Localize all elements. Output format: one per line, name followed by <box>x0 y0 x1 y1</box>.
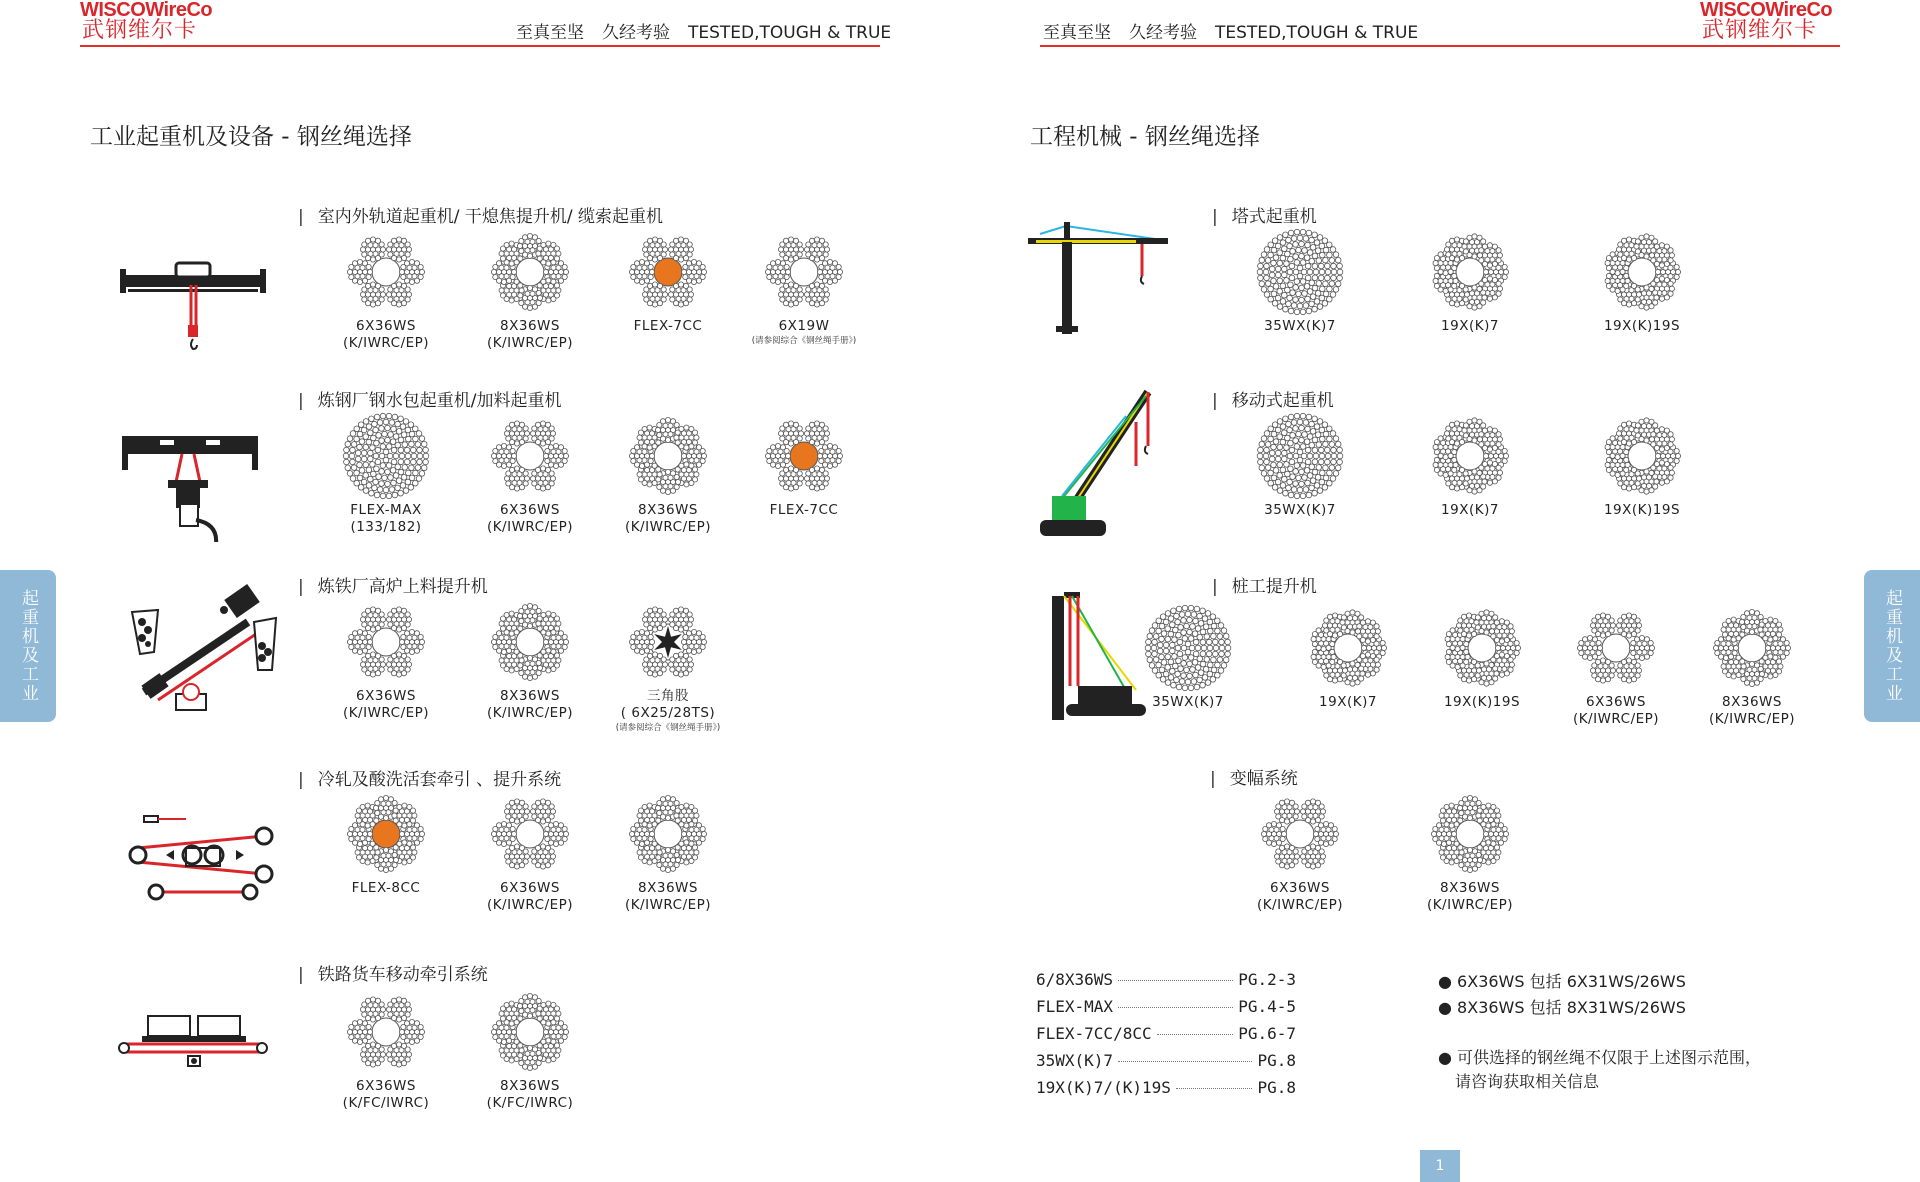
rope-cross-section-icon <box>486 412 574 500</box>
rope-spec: (K/IWRC/EP) <box>486 705 574 721</box>
rope-item <box>1682 604 1822 728</box>
reference-row: 6/8X36WS PG.2-3 <box>1036 970 1296 989</box>
rope-name: 6X36WS <box>356 1078 416 1094</box>
category-label: | 铁路货车移动牵引系统 <box>298 965 488 985</box>
rope-item <box>460 988 600 1112</box>
rope-name: 6X36WS <box>500 502 560 518</box>
rope-item <box>1230 228 1370 335</box>
slogan-1: 至真至坚 <box>1043 23 1111 43</box>
rope-item <box>460 790 600 914</box>
rope-name: 8X36WS <box>1440 880 1500 896</box>
note-text: ● 可供选择的钢丝绳不仅限于上述图示范围， <box>1438 1048 1762 1067</box>
side-tab-right[interactable] <box>1864 570 1920 722</box>
side-tab-label: 起重机及工业 <box>1882 589 1902 703</box>
right-page-title: 工程机械 - 钢丝绳选择 <box>1030 124 1260 150</box>
rope-name: FLEX-7CC <box>633 318 703 334</box>
rope-name: 6X36WS <box>1270 880 1330 896</box>
category-label: | 变幅系统 <box>1210 769 1298 789</box>
header-slogan-right <box>1043 18 1418 43</box>
rope-cross-section-icon <box>624 412 712 500</box>
slogan-1: 至真至坚 <box>516 23 584 43</box>
note-text: ● 6X36WS 包括 6X31WS/26WS <box>1438 972 1686 991</box>
category-label: | 炼钢厂钢水包起重机/加料起重机 <box>298 391 562 411</box>
rope-item <box>598 228 738 335</box>
rope-cross-section-icon <box>1256 412 1344 500</box>
category-label: | 桩工提升机 <box>1212 577 1317 597</box>
rope-item <box>1400 228 1540 335</box>
rope-cross-section-icon <box>1708 604 1796 692</box>
page-number: 1 <box>1420 1150 1460 1182</box>
rope-name: 35WX(K)7 <box>1264 502 1336 518</box>
rope-cross-section-icon <box>342 988 430 1076</box>
rope-spec: (K/IWRC/EP) <box>1708 711 1796 727</box>
rope-item <box>598 412 738 536</box>
category-label: | 炼铁厂高炉上料提升机 <box>298 577 488 597</box>
slogan-3: TESTED,TOUGH & TRUE <box>1215 23 1419 43</box>
header-slogan-left <box>516 18 891 43</box>
rope-item <box>734 228 874 347</box>
rope-name: 35WX(K)7 <box>1264 318 1336 334</box>
rope-item <box>1400 790 1540 914</box>
category-label: | 室内外轨道起重机/ 干熄焦提升机/ 缆索起重机 <box>298 207 663 227</box>
rope-cross-section-icon <box>1438 604 1526 692</box>
ladle-crane-icon <box>120 432 270 542</box>
rope-spec: (K/IWRC/EP) <box>624 519 712 535</box>
rope-spec: (K/IWRC/EP) <box>1426 897 1514 913</box>
rope-name: 8X36WS <box>638 880 698 896</box>
rope-item <box>1230 412 1370 519</box>
rope-item <box>1572 228 1712 335</box>
note-text: 请咨询获取相关信息 <box>1455 1072 1600 1091</box>
rope-spec: (133/182) <box>350 519 422 535</box>
rope-name: 三角股 <box>647 688 689 704</box>
rope-note: (请参阅综合《钢丝绳手册》) <box>615 723 721 733</box>
rope-cross-section-icon <box>760 228 848 316</box>
rope-item <box>1412 604 1552 711</box>
rope-cross-section-icon <box>1426 412 1514 500</box>
rope-spec: (K/IWRC/EP) <box>1256 897 1344 913</box>
rope-cross-section-icon <box>486 228 574 316</box>
rope-cross-section-icon <box>342 412 430 500</box>
rope-name: 19X(K)7 <box>1441 318 1499 334</box>
rope-cross-section-icon <box>486 790 574 878</box>
rope-cross-section-icon <box>1144 604 1232 692</box>
rope-spec: (K/IWRC/EP) <box>486 335 574 351</box>
category-label: | 移动式起重机 <box>1212 391 1334 411</box>
railway-car-puller-icon <box>118 1012 268 1082</box>
rope-item <box>460 228 600 352</box>
rope-item <box>316 228 456 352</box>
rope-name: FLEX-7CC <box>769 502 839 518</box>
rope-cross-section-icon <box>624 790 712 878</box>
rope-cross-section-icon <box>486 988 574 1076</box>
brand-logo-cn: 武钢维尔卡 <box>1702 18 1818 43</box>
note-text: ● 8X36WS 包括 8X31WS/26WS <box>1438 998 1686 1017</box>
rope-name: 35WX(K)7 <box>1152 694 1224 710</box>
slogan-2: 久经考验 <box>602 23 670 43</box>
slogan-2: 久经考验 <box>1129 23 1197 43</box>
rope-name: 19X(K)19S <box>1603 502 1681 518</box>
rope-item <box>1400 412 1540 519</box>
blast-furnace-hoist-icon <box>128 582 278 712</box>
rope-item <box>598 598 738 734</box>
rope-name: FLEX-MAX <box>350 502 422 518</box>
rope-item <box>316 598 456 722</box>
header-rule-right <box>1040 45 1840 47</box>
rope-spec: (K/IWRC/EP) <box>1572 711 1660 727</box>
rope-name: 6X36WS <box>356 688 416 704</box>
rope-name: 19X(K)7 <box>1319 694 1377 710</box>
slogan-3: TESTED,TOUGH & TRUE <box>688 23 892 43</box>
rope-cross-section-icon <box>342 790 430 878</box>
rope-name: 8X36WS <box>500 318 560 334</box>
rope-spec: (K/IWRC/EP) <box>624 897 712 913</box>
rope-cross-section-icon <box>1426 790 1514 878</box>
rope-name: 6X36WS <box>1586 694 1646 710</box>
header-rule-left <box>80 45 880 47</box>
rope-item <box>598 790 738 914</box>
rope-cross-section-icon <box>624 228 712 316</box>
rope-name: FLEX-8CC <box>351 880 421 896</box>
rope-spec: (K/FC/IWRC) <box>342 1095 430 1111</box>
rope-name: 19X(K)7 <box>1441 502 1499 518</box>
rope-item <box>1230 790 1370 914</box>
rope-cross-section-icon <box>342 598 430 686</box>
rope-name: 19X(K)19S <box>1603 318 1681 334</box>
reference-row: 35WX(K)7 PG.8 <box>1036 1051 1296 1070</box>
rope-name: 8X36WS <box>500 1078 560 1094</box>
category-label: | 塔式起重机 <box>1212 207 1317 227</box>
rope-name: 8X36WS <box>1722 694 1782 710</box>
rope-cross-section-icon <box>760 412 848 500</box>
rope-item <box>1572 412 1712 519</box>
rope-spec: (K/IWRC/EP) <box>342 705 430 721</box>
rope-spec: (K/IWRC/EP) <box>486 519 574 535</box>
rope-item <box>316 790 456 897</box>
category-label: | 冷轧及酸洗活套牵引 、提升系统 <box>298 770 562 790</box>
rope-item <box>734 412 874 519</box>
rope-spec: (K/FC/IWRC) <box>486 1095 574 1111</box>
brand-logo-en: WISCOWireCo <box>1700 0 1833 21</box>
side-tab-label: 起重机及工业 <box>18 589 38 703</box>
tower-crane-icon <box>1026 222 1170 334</box>
rope-spec: (K/IWRC/EP) <box>486 897 574 913</box>
rope-cross-section-icon <box>486 598 574 686</box>
mobile-crane-icon <box>1036 386 1156 546</box>
rope-cross-section-icon <box>1256 228 1344 316</box>
rope-item <box>1546 604 1686 728</box>
rope-item <box>460 598 600 722</box>
rope-cross-section-icon <box>1426 228 1514 316</box>
rope-item <box>316 412 456 536</box>
rope-cross-section-icon <box>1304 604 1392 692</box>
reference-row: FLEX-MAX PG.4-5 <box>1036 997 1296 1016</box>
brand-logo-en: WISCOWireCo <box>80 0 213 21</box>
overhead-crane-icon <box>118 255 268 355</box>
rope-cross-section-icon <box>1256 790 1344 878</box>
rope-item <box>316 988 456 1112</box>
piling-rig-icon <box>1048 590 1148 720</box>
reference-row: FLEX-7CC/8CC PG.6-7 <box>1036 1024 1296 1043</box>
rope-cross-section-icon <box>624 598 712 686</box>
rope-spec: (K/IWRC/EP) <box>342 335 430 351</box>
reference-row: 19X(K)7/(K)19S PG.8 <box>1036 1078 1296 1097</box>
rope-name: 19X(K)19S <box>1443 694 1521 710</box>
rope-cross-section-icon <box>1598 228 1686 316</box>
rope-item <box>1278 604 1418 711</box>
left-page-title: 工业起重机及设备 - 钢丝绳选择 <box>90 124 412 150</box>
rope-item <box>460 412 600 536</box>
rope-name: 8X36WS <box>500 688 560 704</box>
rope-note: (请参阅综合《钢丝绳手册》) <box>751 336 857 346</box>
rope-cross-section-icon <box>1572 604 1660 692</box>
brand-logo-cn: 武钢维尔卡 <box>82 18 198 43</box>
rope-name: 6X36WS <box>500 880 560 896</box>
rope-cross-section-icon <box>342 228 430 316</box>
looper-system-icon <box>126 812 276 902</box>
rope-spec: ( 6X25/28TS) <box>620 705 716 721</box>
rope-name: 6X36WS <box>356 318 416 334</box>
rope-cross-section-icon <box>1598 412 1686 500</box>
side-tab-left[interactable] <box>0 570 56 722</box>
rope-name: 8X36WS <box>638 502 698 518</box>
rope-name: 6X19W <box>778 318 830 334</box>
